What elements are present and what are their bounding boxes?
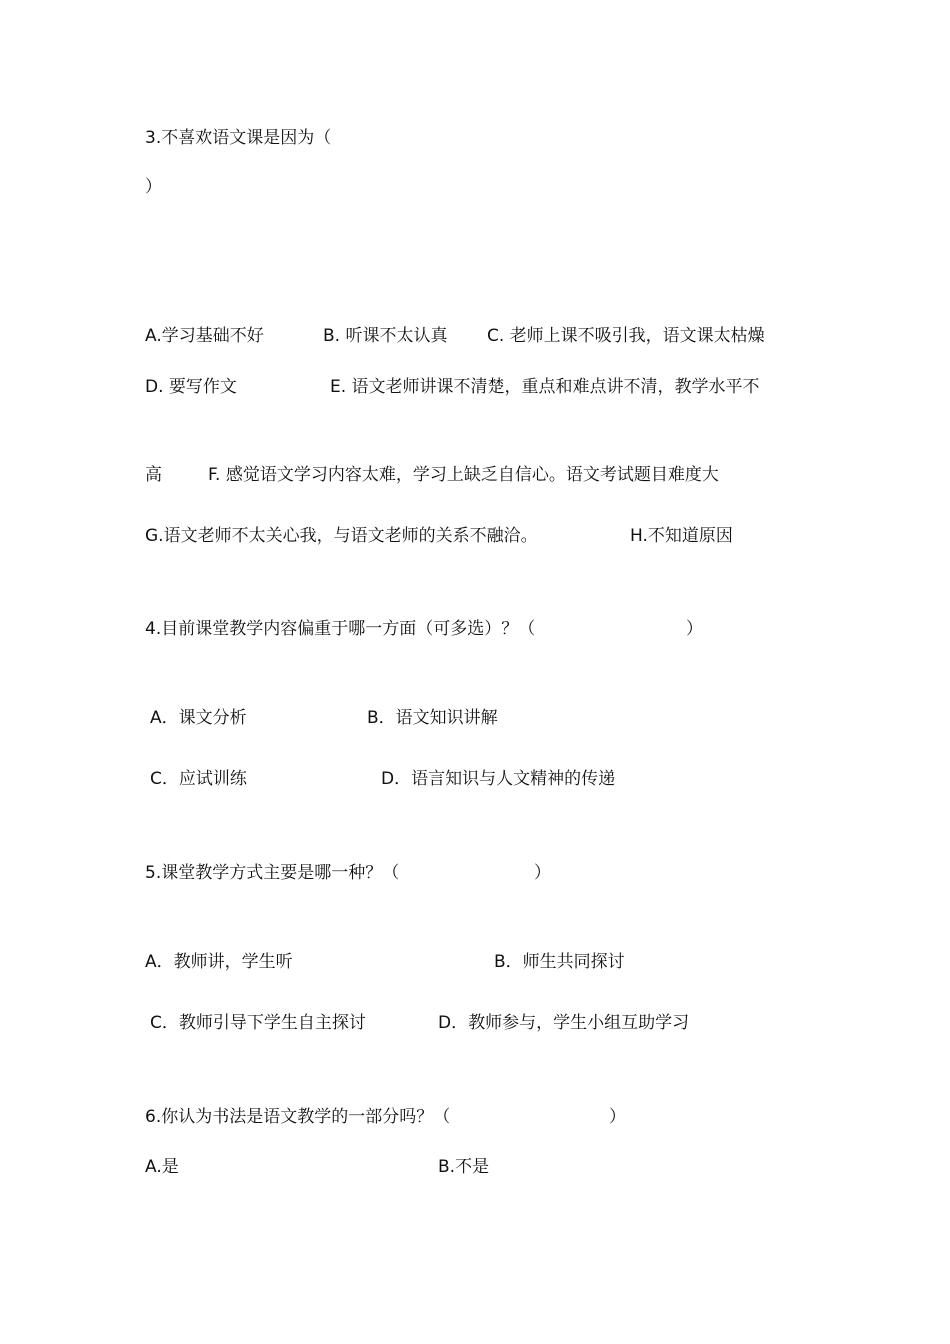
q3-option-d: D. 要写作文: [145, 377, 237, 397]
q3-option-e: E. 语文老师讲课不清楚，重点和难点讲不清，教学水平不: [330, 377, 760, 397]
q5-stem: 5.课堂教学方式主要是哪一种？（: [145, 863, 400, 883]
q4-option-a: A．课文分析: [150, 708, 247, 728]
q3-option-g: G.语文老师不太关心我，与语文老师的关系不融洽。: [145, 526, 538, 546]
q4-stem: 4.目前课堂教学内容偏重于哪一方面（可多选）？（: [145, 619, 536, 639]
q3-stem-line2: ）: [145, 177, 162, 197]
q6-stem-close: ）: [609, 1107, 626, 1127]
q5-option-c: C．教师引导下学生自主探讨: [150, 1013, 366, 1033]
q3-option-a: A.学习基础不好: [145, 326, 264, 346]
q5-option-b: B．师生共同探讨: [494, 952, 625, 972]
q3-option-e-continued: 高: [145, 465, 162, 485]
q5-stem-close: ）: [534, 863, 551, 883]
q3-option-c: C. 老师上课不吸引我，语文课太枯燥: [487, 326, 765, 346]
q6-stem: 6.你认为书法是语文教学的一部分吗？（: [145, 1107, 451, 1127]
q4-option-b: B．语文知识讲解: [367, 708, 498, 728]
q6-option-a: A.是: [145, 1157, 179, 1177]
q3-option-b: B. 听课不太认真: [323, 326, 448, 346]
q4-option-c: C．应试训练: [150, 769, 247, 789]
q5-option-d: D．教师参与，学生小组互助学习: [438, 1013, 690, 1033]
q5-option-a: A．教师讲，学生听: [145, 952, 293, 972]
q3-stem-line1: 3.不喜欢语文课是因为（: [145, 128, 332, 148]
q3-option-f: F. 感觉语文学习内容太难，学习上缺乏自信心。语文考试题目难度大: [208, 465, 719, 485]
q6-option-b: B.不是: [438, 1157, 490, 1177]
q3-option-h: H.不知道原因: [630, 526, 733, 546]
q4-option-d: D．语言知识与人文精神的传递: [381, 769, 616, 789]
q4-stem-close: ）: [686, 619, 703, 639]
